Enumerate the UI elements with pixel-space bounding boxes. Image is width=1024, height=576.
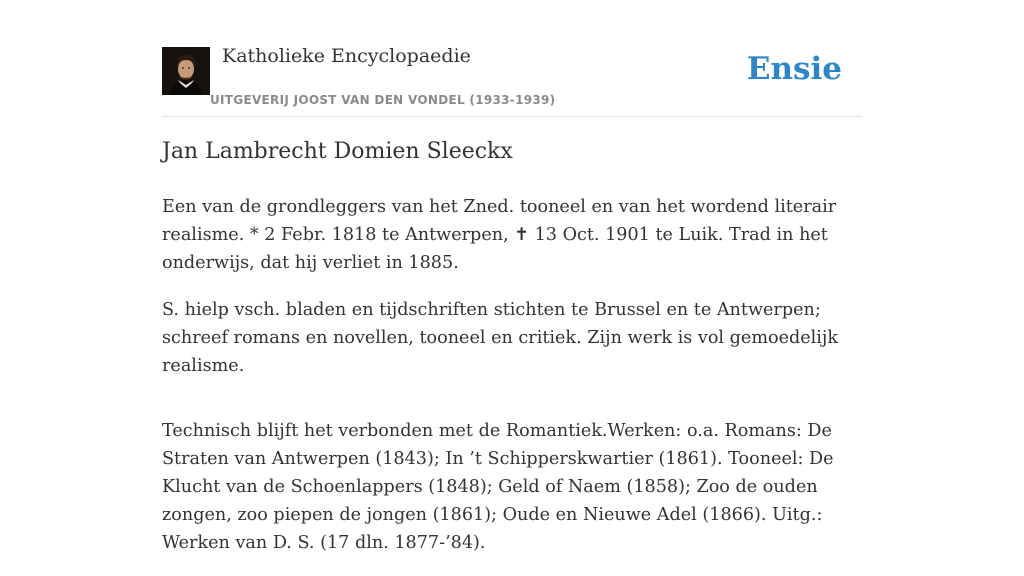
article-title: Jan Lambrecht Domien Sleeckx (162, 139, 513, 164)
article-paragraph: Technisch blijft het verbonden met de Romantiek.Werken: o.a. Romans: De Straten van Antwerpen (1843); In ’t Schipperskwartier (1861). Tooneel: De Klucht van de Schoenlappers (1848); Geld of Naem (1858); Zoo de ouden zongen, zoo piepen de jongen (1861); Oude en Nieuwe Adel (1866). Uitg.: Werken van D. S. (17 dln. 1877-’84). (162, 421, 834, 553)
source-header (162, 40, 862, 117)
article-body (162, 193, 862, 576)
article-paragraph: S. hielp vsch. bladen en tijdschriften stichten te Brussel en te Antwerpen; schreef romans en novellen, tooneel en critiek. Zijn werk is vol gemoedelijk realisme. (162, 300, 839, 376)
source-title[interactable]: Katholieke Encyclopaedie (222, 45, 471, 67)
ensie-logo[interactable]: Ensie (746, 51, 842, 87)
article-paragraph: Een van de grondleggers van het Zned. tooneel en van het wordend literair realisme. * 2 Febr. 1818 te Antwerpen, ✝ 13 Oct. 1901 te Luik. Trad in het onderwijs, dat hij verliet in 1885. (162, 197, 837, 273)
portrait-avatar-icon[interactable] (162, 47, 210, 95)
source-subtitle: UITGEVERIJ JOOST VAN DEN VONDEL (1933-1939) (210, 93, 556, 107)
